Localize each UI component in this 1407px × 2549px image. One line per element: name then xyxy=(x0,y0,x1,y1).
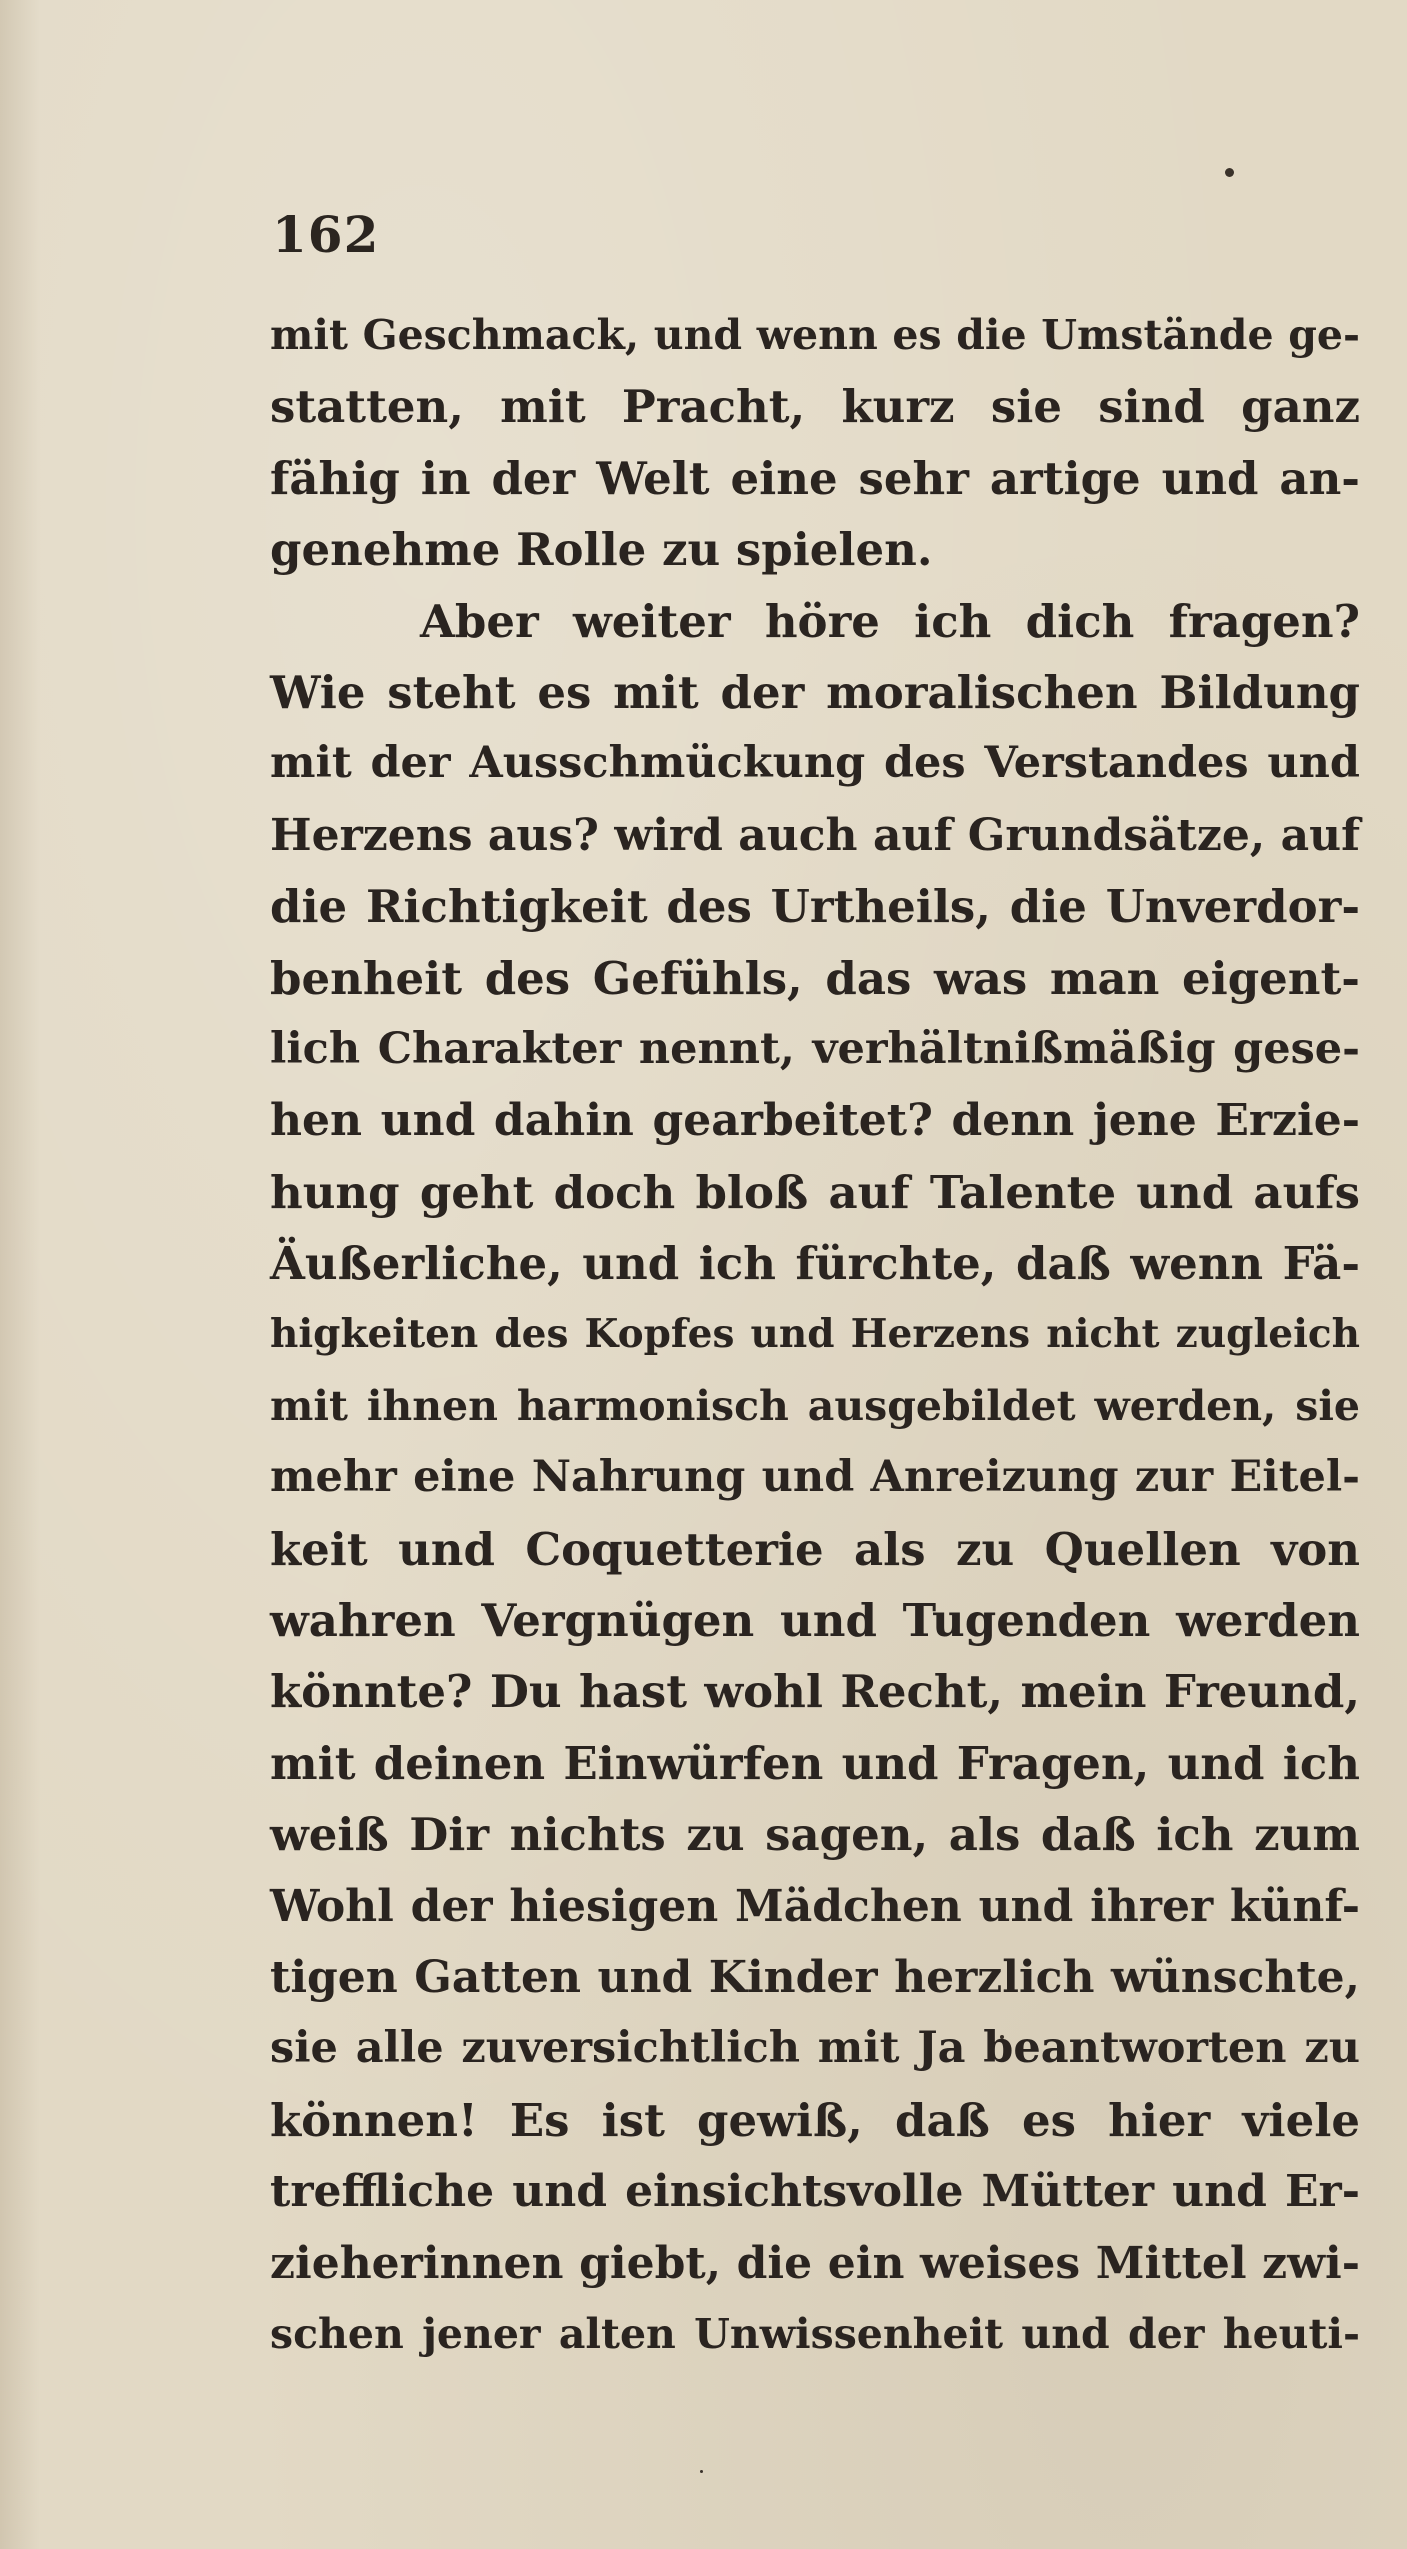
text-line: weiß Dir nichts zu sagen, als daß ich zum xyxy=(270,1808,1360,1862)
ink-speck xyxy=(1225,168,1234,177)
text-line: Herzens aus? wird auch auf Grundsätze, auf xyxy=(270,809,1360,861)
text-line: fähig in der Welt eine sehr artige und an- xyxy=(270,451,1360,505)
ink-speck xyxy=(700,2470,703,2473)
text-line: die Richtigkeit des Urtheils, die Unverdor- xyxy=(270,880,1360,934)
text-line: hung geht doch bloß auf Talente und aufs xyxy=(270,1165,1360,1219)
text-line: Äußerliche, und ich fürchte, daß wenn Fä- xyxy=(270,1237,1360,1291)
text-line: treffliche und einsichtsvolle Mütter und Er- xyxy=(270,2166,1360,2218)
text-line: hen und dahin gearbeitet? denn jene Erzie- xyxy=(270,1095,1360,1147)
text-line: mehr eine Nahrung und Anreizung zur Eitel- xyxy=(270,1452,1360,1503)
text-line: mit deinen Einwürfen und Fragen, und ich xyxy=(270,1736,1360,1790)
text-line: sie alle zuversichtlich mit Ja beantworten zu xyxy=(270,2023,1360,2074)
text-line: Aber weiter höre ich dich fragen? xyxy=(420,594,1360,648)
text-line: higkeiten des Kopfes und Herzens nicht zugleich xyxy=(270,1311,1360,1358)
text-line: lich Charakter nennt, verhältnißmäßig gese- xyxy=(270,1023,1360,1074)
text-line: schen jener alten Unwissenheit und der heuti- xyxy=(270,2309,1360,2358)
text-line: zieherinnen giebt, die ein weises Mittel zwi- xyxy=(270,2237,1360,2289)
text-line: Wohl der hiesigen Mädchen und ihrer künf- xyxy=(270,1880,1360,1932)
body-text xyxy=(270,300,1360,2370)
text-line: mit der Ausschmückung des Verstandes und xyxy=(270,738,1360,789)
page-edge-shadow xyxy=(0,0,40,2549)
text-line: tigen Gatten und Kinder herzlich wünschte, xyxy=(270,1951,1360,2003)
text-line: wahren Vergnügen und Tugenden werden xyxy=(270,1594,1360,1648)
page-number: 162 xyxy=(272,205,380,264)
text-line: genehme Rolle zu spielen. xyxy=(270,523,933,577)
text-line: keit und Coquetterie als zu Quellen von xyxy=(270,1522,1360,1576)
text-line: mit Geschmack, und wenn es die Umstände ge- xyxy=(270,311,1360,359)
text-line: Wie steht es mit der moralischen Bildung xyxy=(270,665,1360,719)
text-line: können! Es ist gewiß, daß es hier viele xyxy=(270,2093,1360,2147)
text-line: statten, mit Pracht, kurz sie sind ganz xyxy=(270,380,1360,434)
text-line: mit ihnen harmonisch ausgebildet werden, sie xyxy=(270,1381,1360,1430)
text-line: benheit des Gefühls, das was man eigent- xyxy=(270,951,1360,1005)
text-line: könnte? Du hast wohl Recht, mein Freund, xyxy=(270,1665,1360,1719)
